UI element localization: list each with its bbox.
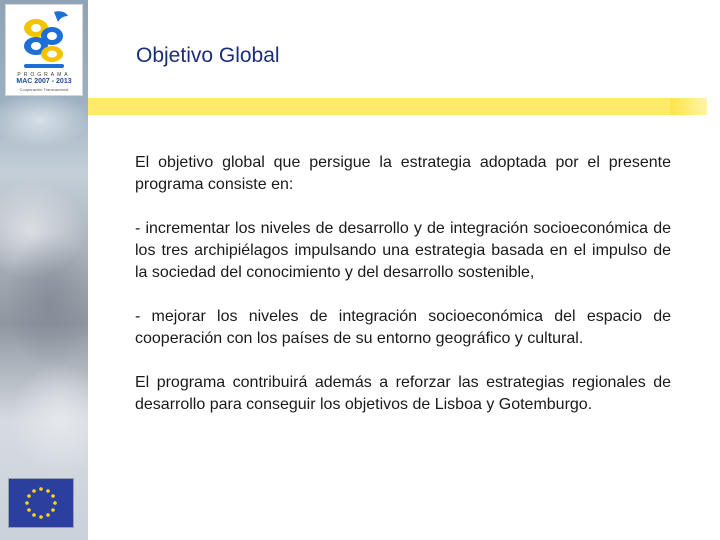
body-text	[135, 152, 671, 416]
eu-flag-icon	[8, 478, 74, 528]
program-logo	[5, 4, 83, 96]
logo-programa-text: PROGRAMA	[17, 72, 71, 78]
sidebar-cloud-panel	[0, 0, 88, 540]
mac-program-logo-icon	[14, 8, 74, 72]
paragraph-intro: El objetivo global que persigue la estrategia adoptada por el presente programa consiste en:	[135, 154, 671, 193]
accent-bar	[88, 98, 707, 115]
page-title: Objetivo Global	[136, 44, 280, 67]
eu-stars-icon	[9, 479, 73, 527]
paragraph-bullet-2: - mejorar los niveles de integración socioeconómica del espacio de cooperación con los países de su entorno geográfico y cultural.	[135, 308, 671, 347]
accent-bar-end	[670, 98, 707, 115]
logo-mac-text: MAC 2007 - 2013	[16, 78, 72, 85]
logo-subtitle-text: Cooperación Transnacional	[19, 87, 69, 92]
paragraph-bullet-1: - incrementar los niveles de desarrollo y de integración socioeconómica de los tres archipiélagos impulsando una estrategia basada en el impulso de la sociedad del conocimiento y del desarrollo sostenible,	[135, 220, 671, 281]
paragraph-conclusion: El programa contribuirá además a reforzar las estrategias regionales de desarrollo para conseguir los objetivos de Lisboa y Gotemburgo.	[135, 374, 671, 413]
